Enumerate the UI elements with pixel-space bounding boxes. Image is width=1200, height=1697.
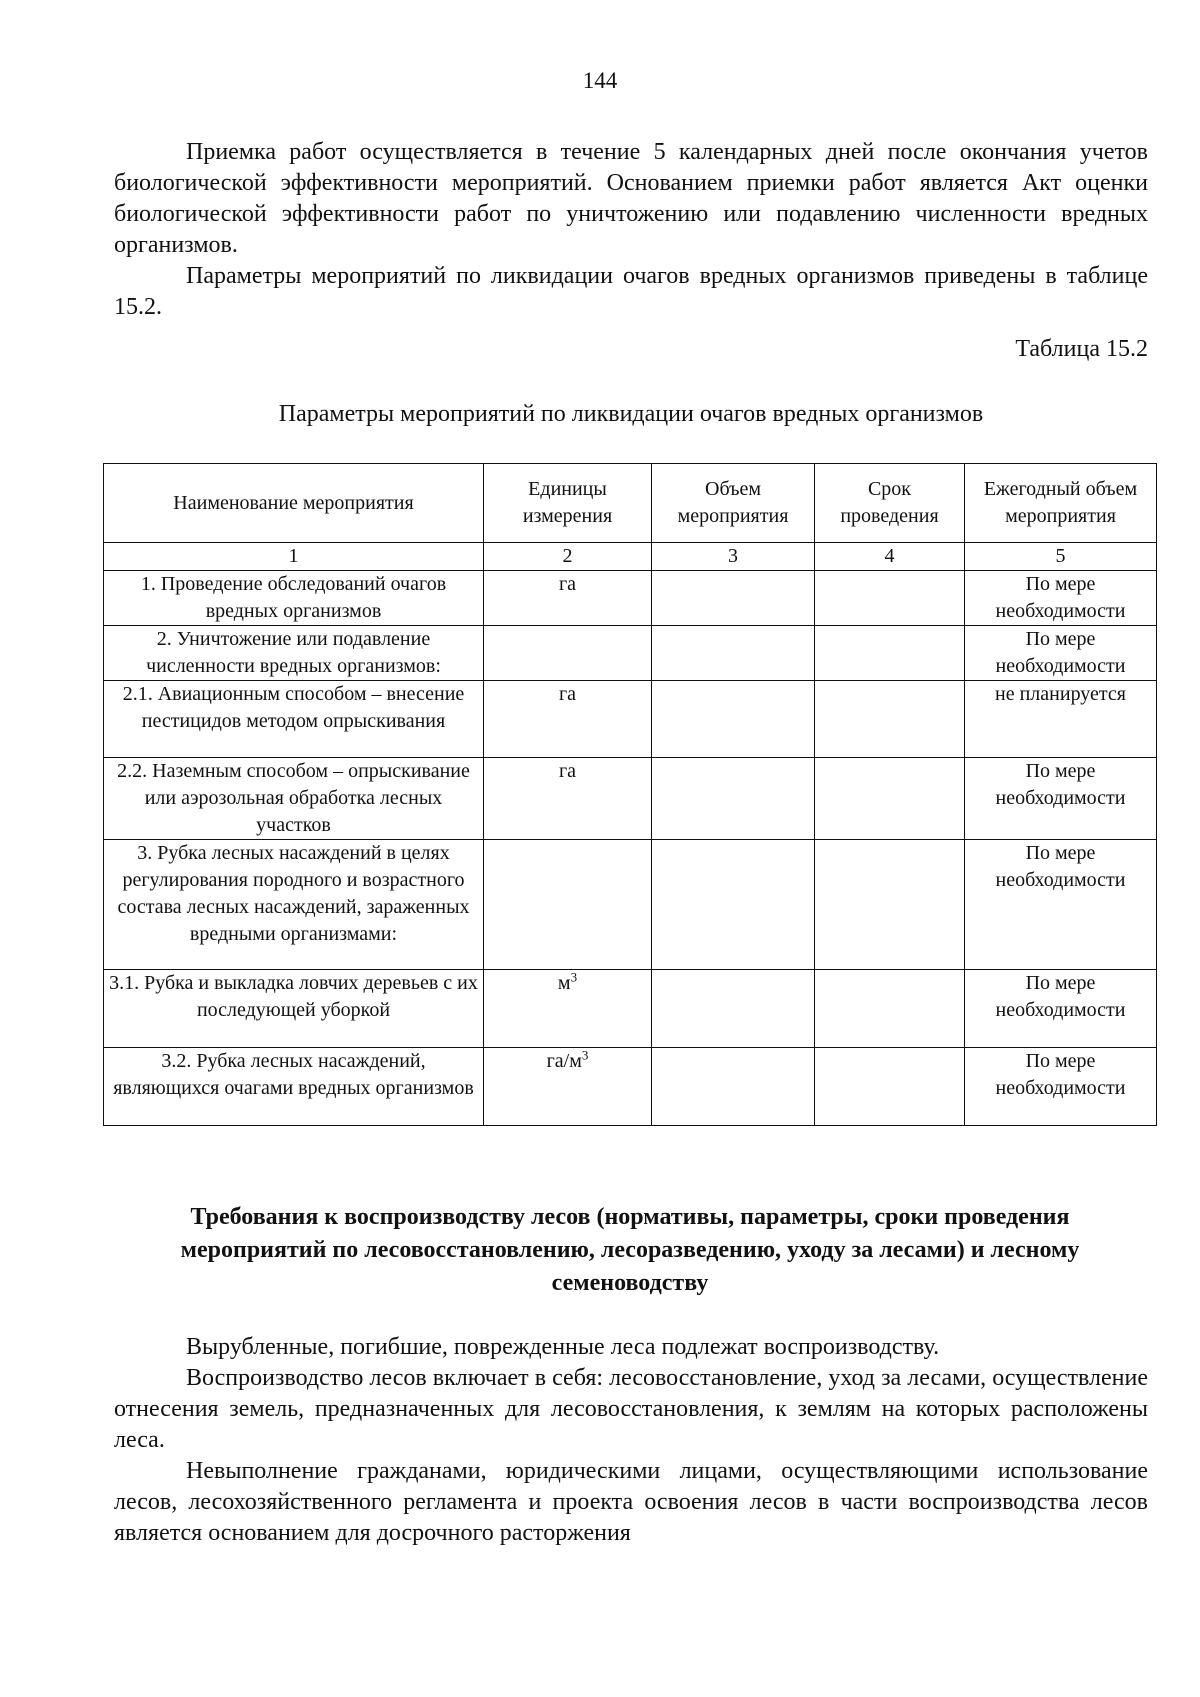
cell-term	[815, 1048, 965, 1126]
cell-volume	[652, 681, 815, 758]
column-number: 2	[484, 543, 652, 571]
cell-annual-volume-text: По мере необходимости	[995, 842, 1126, 891]
column-number-row	[104, 543, 1157, 571]
cell-term	[815, 681, 965, 758]
cell-activity-name-text: 2.1. Авиационным способом – внесение пестицидов методом опрыскивания	[122, 683, 465, 732]
cell-activity-name	[104, 626, 484, 681]
intro-paragraph: Параметры мероприятий по ликвидации очагов вредных организмов приведены в таблице 15.2.	[114, 263, 1148, 320]
header-annual-volume: Ежегодный объем мероприятия	[965, 464, 1157, 543]
cell-term	[815, 758, 965, 840]
header-activity-name: Наименование мероприятия	[104, 464, 484, 543]
cell-term	[815, 970, 965, 1048]
cell-annual-volume	[965, 1048, 1157, 1126]
cell-annual-volume	[965, 681, 1157, 758]
cell-unit-text: га	[558, 683, 577, 705]
table-row	[104, 626, 1157, 681]
section-heading: Требования к воспроизводству лесов (нормативы, параметры, сроки проведения мероприятий по лесовосстановлению, лесоразведению, уходу за лесами) и лесному семеноводству	[180, 1204, 1080, 1296]
cell-annual-volume-text: По мере необходимости	[995, 628, 1126, 677]
cell-volume	[652, 1048, 815, 1126]
header-volume: Объем мероприятия	[652, 464, 815, 543]
cell-volume	[652, 970, 815, 1048]
body-paragraph: Воспроизводство лесов включает в себя: лесовосстановление, уход за лесами, осуществление отнесения земель, предназначенных для лесовосстановления, к землям на которых расположены леса.	[114, 1365, 1148, 1453]
cell-unit-text: га	[558, 760, 577, 782]
cell-volume	[652, 840, 815, 970]
column-number: 4	[815, 543, 965, 571]
cell-activity-name	[104, 970, 484, 1048]
cell-activity-name-text: 3. Рубка лесных насаждений в целях регулирования породного и возрастного состава лесных насаждений, зараженных вредными организмами:	[117, 842, 470, 945]
table-row	[104, 681, 1157, 758]
cell-annual-volume-text: По мере необходимости	[995, 972, 1126, 1021]
body-paragraph: Вырубленные, погибшие, поврежденные леса подлежат воспроизводству.	[186, 1334, 940, 1360]
unit-superscript: 3	[570, 969, 578, 985]
table-header-row	[104, 464, 1157, 543]
cell-annual-volume	[965, 840, 1157, 970]
intro-text	[114, 137, 1148, 323]
cell-activity-name-text: 1. Проведение обследований очагов вредных организмов	[140, 573, 447, 622]
table-row	[104, 840, 1157, 970]
cell-unit	[484, 626, 652, 681]
cell-unit-text: га/м	[546, 1050, 582, 1072]
cell-volume	[652, 758, 815, 840]
page-number: 144	[582, 68, 618, 93]
unit-superscript: 3	[581, 1047, 589, 1063]
cell-activity-name	[104, 681, 484, 758]
cell-annual-volume	[965, 571, 1157, 626]
cell-annual-volume-text: не планируется	[995, 683, 1126, 705]
body-paragraph: Невыполнение гражданами, юридическими лицами, осуществляющими использование лесов, лесохозяйственного регламента и проекта освоения лесов в части воспроизводства лесов является основанием для досрочного расторжения	[114, 1458, 1148, 1546]
table-body	[104, 571, 1157, 1126]
cell-activity-name-text: 2.2. Наземным способом – опрыскивание или аэрозольная обработка лесных участков	[117, 760, 470, 836]
cell-volume	[652, 571, 815, 626]
header-units: Единицы измерения	[484, 464, 652, 543]
cell-term	[815, 840, 965, 970]
cell-volume	[652, 626, 815, 681]
table-row	[104, 1048, 1157, 1126]
cell-activity-name	[104, 758, 484, 840]
cell-annual-volume-text: По мере необходимости	[995, 760, 1126, 809]
body-text	[114, 1332, 1148, 1549]
table-caption: Параметры мероприятий по ликвидации очагов вредных организмов	[278, 401, 984, 427]
cell-unit-text: м	[557, 972, 571, 994]
cell-annual-volume-text: По мере необходимости	[995, 573, 1126, 622]
cell-activity-name-text: 3.1. Рубка и выкладка ловчих деревьев с их последующей уборкой	[109, 972, 478, 1021]
cell-activity-name-text: 3.2. Рубка лесных насаждений, являющихся очагами вредных организмов	[113, 1050, 474, 1099]
column-number: 5	[965, 543, 1157, 571]
header-term: Срок проведения	[815, 464, 965, 543]
table-row	[104, 571, 1157, 626]
table-label: Таблица 15.2	[1015, 336, 1148, 362]
cell-unit	[484, 840, 652, 970]
cell-annual-volume	[965, 758, 1157, 840]
cell-activity-name	[104, 840, 484, 970]
cell-unit	[484, 681, 652, 758]
parameters-table	[103, 463, 1157, 1126]
intro-paragraph: Приемка работ осуществляется в течение 5 календарных дней после окончания учетов биологической эффективности мероприятий. Основанием приемки работ является Акт оценки биологической эффективности работ по уничтожению или подавлению численности вредных организмов.	[114, 139, 1148, 258]
cell-unit-text: га	[558, 573, 577, 595]
cell-unit	[484, 1048, 652, 1126]
cell-annual-volume	[965, 626, 1157, 681]
column-number: 1	[104, 543, 484, 571]
cell-activity-name	[104, 571, 484, 626]
cell-annual-volume-text: По мере необходимости	[995, 1050, 1126, 1099]
cell-unit	[484, 970, 652, 1048]
column-number: 3	[652, 543, 815, 571]
table-row	[104, 758, 1157, 840]
cell-term	[815, 571, 965, 626]
cell-activity-name-text: 2. Уничтожение или подавление численности вредных организмов:	[146, 628, 441, 677]
cell-unit	[484, 571, 652, 626]
cell-term	[815, 626, 965, 681]
cell-unit	[484, 758, 652, 840]
table-row	[104, 970, 1157, 1048]
cell-annual-volume	[965, 970, 1157, 1048]
cell-activity-name	[104, 1048, 484, 1126]
